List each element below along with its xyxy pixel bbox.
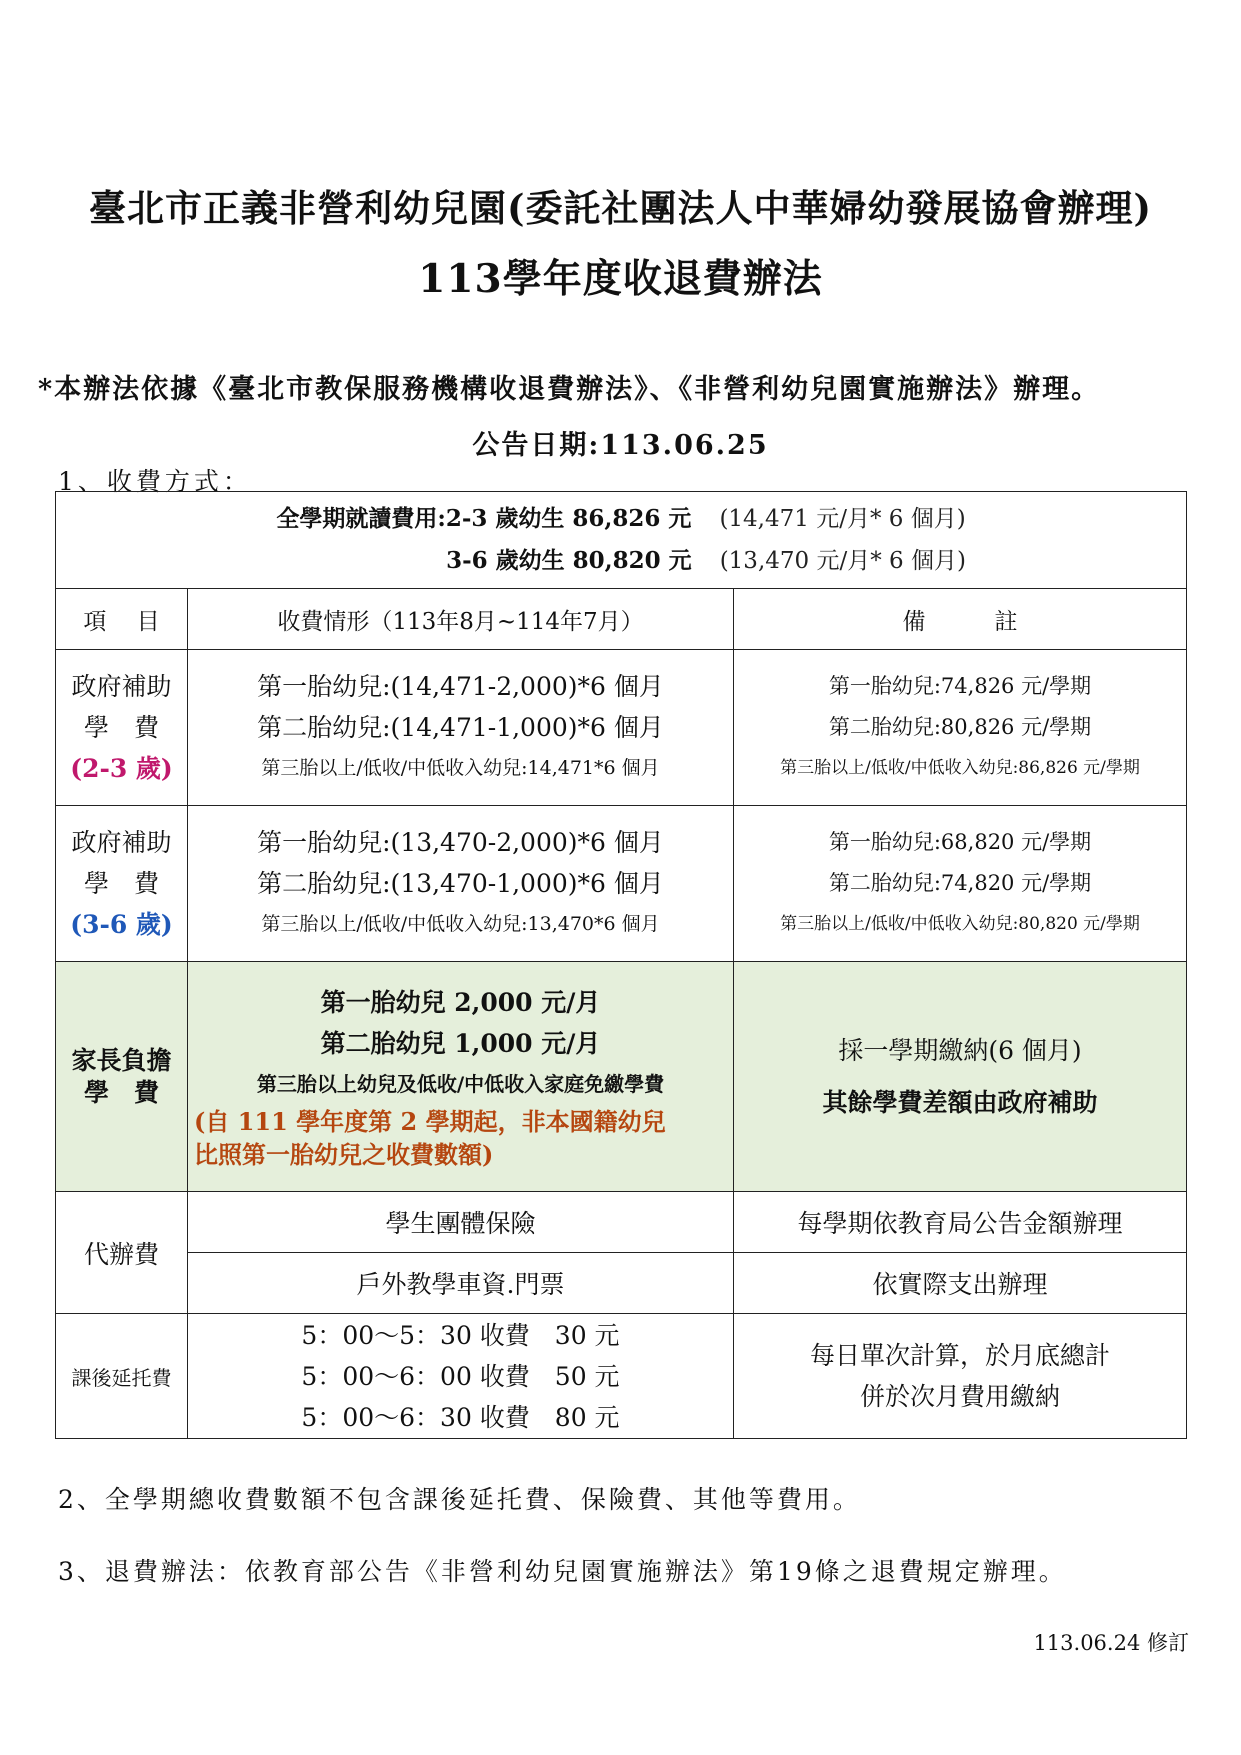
parent-label-line2: 學 費 — [83, 1077, 159, 1107]
gov-2-3-note-line2: 第二胎幼兒:80,826 元/學期 — [828, 715, 1092, 739]
after-care-fee-line3: 5：00～6：30 收費 80 元 — [301, 1402, 620, 1432]
parent-label — [56, 962, 188, 1192]
gov-3-6-note-line3: 第三胎以上/低收/中低收入幼兒:80,820 元/學期 — [780, 914, 1140, 934]
full-term-line2-sub: (13,470 元/月* 6 個月) — [719, 548, 966, 574]
full-term-line2: 3-6 歲幼生 80,820 元 — [446, 547, 692, 574]
header-note: 備 註 — [734, 589, 1187, 650]
agency-row-outing — [56, 1253, 1187, 1314]
announce-date: 公告日期:113.06.25 — [472, 430, 769, 461]
parent-fee — [188, 962, 734, 1192]
parent-fee-line3: 第三胎以上幼兒及低收/中低收入家庭免繳學費 — [256, 1072, 665, 1096]
after-care-fee-line2: 5：00～6：00 收費 50 元 — [301, 1361, 620, 1391]
parent-fee-line2: 第二胎幼兒 1,000 元/月 — [320, 1029, 601, 1058]
parent-note-line2: 其餘學費差額由政府補助 — [822, 1087, 1098, 1117]
gov-2-3-fee — [188, 650, 734, 806]
gov-3-6-fee-line1: 第一胎幼兒:(13,470-2,000)*6 個月 — [257, 828, 664, 857]
parent-fee-row — [56, 962, 1187, 1192]
after-care-note-line2: 併於次月費用繳納 — [860, 1382, 1061, 1411]
gov-3-6-label — [56, 806, 188, 962]
after-care-fee-line1: 5：00～5：30 收費 30 元 — [301, 1320, 620, 1350]
section3-text: 3、退費辦法：依教育部公告《非營利幼兒園實施辦法》第19條之退費規定辦理。 — [58, 1557, 1067, 1586]
fee-table — [55, 491, 1187, 1439]
gov-2-3-fee-line1: 第一胎幼兒:(14,471-2,000)*6 個月 — [257, 672, 664, 701]
parent-fee-line1: 第一胎幼兒 2,000 元/月 — [320, 988, 601, 1017]
gov-subsidy-2-3-row — [56, 650, 1187, 806]
gov-2-3-age: (2-3 歲) — [70, 754, 173, 783]
agency-row-insurance — [56, 1192, 1187, 1253]
gov-2-3-note-line3: 第三胎以上/低收/中低收入幼兒:86,826 元/學期 — [780, 758, 1140, 778]
agency-insurance-note: 每學期依教育局公告金額辦理 — [734, 1192, 1187, 1253]
parent-label-line1: 家長負擔 — [71, 1045, 172, 1075]
gov-3-6-fee-line3: 第三胎以上/低收/中低收入幼兒:13,470*6 個月 — [261, 913, 660, 935]
gov-3-6-note-line1: 第一胎幼兒:68,820 元/學期 — [828, 830, 1092, 854]
gov-3-6-age: (3-6 歲) — [70, 910, 173, 939]
after-care-row — [56, 1314, 1187, 1439]
agency-insurance-item: 學生團體保險 — [188, 1192, 734, 1253]
after-care-note-line1: 每日單次計算，於月底總計 — [810, 1341, 1111, 1370]
parent-note-line1: 採一學期繳納(6 個月) — [838, 1035, 1082, 1065]
agency-label: 代辦費 — [56, 1192, 188, 1314]
gov-2-3-label-line1: 政府補助 — [71, 672, 172, 701]
header-situation: 收費情形（113年8月~114年7月） — [188, 589, 734, 650]
gov-3-6-note — [734, 806, 1187, 962]
section2-text: 2、全學期總收費數額不包含課後延托費、保險費、其他等費用。 — [58, 1485, 861, 1514]
gov-2-3-label-line2: 學 費 — [83, 713, 159, 742]
section1-heading: 1、收費方式： — [58, 467, 252, 496]
regulation-basis: *本辦法依據《臺北市教保服務機構收退費辦法》、《非營利幼兒園實施辦法》辦理。 — [38, 374, 1101, 405]
gov-2-3-label — [56, 650, 188, 806]
gov-3-6-label-line2: 學 費 — [83, 869, 159, 898]
gov-2-3-note — [734, 650, 1187, 806]
gov-2-3-note-line1: 第一胎幼兒:74,826 元/學期 — [828, 674, 1092, 698]
full-term-row — [56, 492, 1187, 589]
table-header-row — [56, 589, 1187, 650]
full-term-line1: 全學期就讀費用:2-3 歲幼生 86,826 元 — [276, 505, 692, 532]
agency-outing-item: 戶外教學車資.門票 — [188, 1253, 734, 1314]
gov-2-3-fee-line3: 第三胎以上/低收/中低收入幼兒:14,471*6 個月 — [261, 757, 660, 779]
document-subtitle: 113學年度收退費辦法 — [418, 256, 823, 302]
gov-3-6-label-line1: 政府補助 — [71, 828, 172, 857]
parent-fee-note-line1: (自 111 學年度第 2 學期起，非本國籍幼兒 — [194, 1107, 666, 1136]
gov-3-6-fee — [188, 806, 734, 962]
parent-note — [734, 962, 1187, 1192]
gov-subsidy-3-6-row — [56, 806, 1187, 962]
full-term-cell — [56, 492, 1187, 589]
revision-date: 113.06.24 修訂 — [1033, 1631, 1189, 1655]
gov-3-6-note-line2: 第二胎幼兒:74,820 元/學期 — [828, 871, 1092, 895]
agency-outing-note: 依實際支出辦理 — [734, 1253, 1187, 1314]
document-title: 臺北市正義非營利幼兒園(委託社團法人中華婦幼發展協會辦理) — [88, 186, 1152, 230]
after-care-note — [734, 1314, 1187, 1439]
full-term-line1-sub: (14,471 元/月* 6 個月) — [719, 506, 966, 532]
parent-fee-note-line2: 比照第一胎幼兒之收費數額) — [194, 1140, 494, 1169]
gov-2-3-fee-line2: 第二胎幼兒:(14,471-1,000)*6 個月 — [257, 713, 664, 742]
header-item: 項 目 — [56, 589, 188, 650]
after-care-fee — [188, 1314, 734, 1439]
after-care-label: 課後延托費 — [56, 1314, 188, 1439]
gov-3-6-fee-line2: 第二胎幼兒:(13,470-1,000)*6 個月 — [257, 869, 664, 898]
